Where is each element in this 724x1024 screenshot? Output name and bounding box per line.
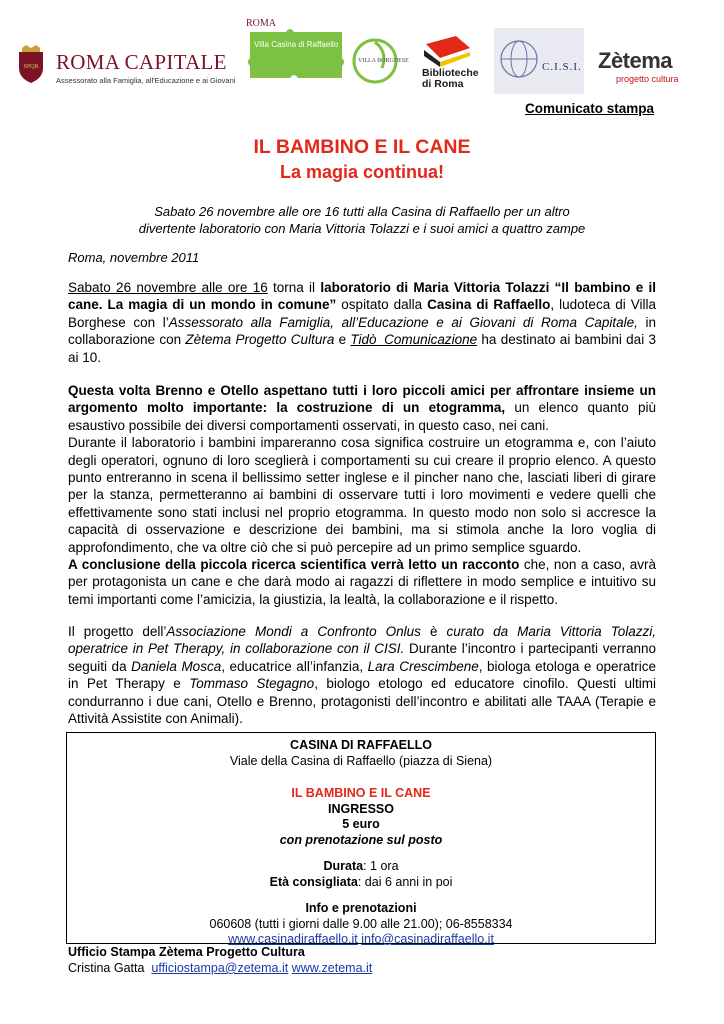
casina-website-link[interactable]: www.casinadiraffaello.it <box>228 932 358 946</box>
cisi-logo <box>494 28 584 94</box>
intro-line-1: Sabato 26 novembre alle ore 16 tutti alla Casina di Raffaello per un altro <box>154 204 570 219</box>
p2-bold: Questa volta Brenno e Otello aspettano tutti i loro piccoli amici per affrontare insieme un argomento molto importante: la costruzione di un etogramma, <box>68 383 656 416</box>
p1-text: torna il <box>267 280 321 295</box>
p4-bold: A conclusione della piccola ricerca scientifica verrà letto un racconto <box>68 557 520 572</box>
roma-capitale-crest-icon <box>16 44 46 84</box>
cisi-logo-text: C.I.S.I. <box>542 61 582 73</box>
p5-text: Il progetto dell’ <box>68 624 167 639</box>
p1-lab-title: laboratorio di Maria Vittoria Tolazzi “Il bambino e il cane. La magia di un mondo in comune” <box>68 280 656 313</box>
durata-value: : 1 ora <box>363 859 399 873</box>
paragraph-5 <box>68 623 656 727</box>
zetema-logo-name: Zètema <box>598 48 673 73</box>
biblioteche-logo <box>416 34 486 98</box>
paragraph-4 <box>68 556 656 608</box>
p1-assessorato: Assessorato alla Famiglia, all’Educazione e ai Giovani di Roma Capitale, <box>168 314 638 330</box>
press-email-link[interactable]: ufficiostampa@zetema.it <box>151 961 289 975</box>
p3-text: Durante il laboratorio i bambini impareranno cosa significa costruire un etogramma e, con l’aiuto degli operatori, ognuno di loro sceglierà i comportamenti su cui creare il proprio elenco. A questo punto entreranno in scena il bellissimo setter inglese e il pincher nano che, lasciati liberi di girare per la stanza, permetteranno ai bambini di osservare tutti i loro movimenti e vedere quelli che effettivamente sono stati inclusi nel proprio etogramma. In questo modo non solo si accresce la capacità di osservazione e descrizione dei bambini, ma si stimola anche la loro voglia di approfondimento, che va oltre ciò che si può percepire ad un primo semplice sguardo. <box>68 435 656 555</box>
paragraph-1 <box>68 279 656 366</box>
event-name: IL BAMBINO E IL CANE <box>291 786 431 800</box>
globe-icon <box>496 34 542 84</box>
paragraph-2 <box>68 382 656 556</box>
info-title: Info e prenotazioni <box>305 901 417 915</box>
p5-text: è <box>420 624 447 639</box>
p5-curator: curato da Maria Vittoria Tolazzi, operatrice in Pet Therapy, in collaborazione con il CISI. <box>68 624 657 657</box>
casina-logo-roma: ROMA <box>246 18 277 29</box>
dateline: Roma, novembre 2011 <box>68 250 200 265</box>
page-subtitle: La magia continua! <box>279 162 445 182</box>
eta-label: Età consigliata <box>269 874 358 889</box>
p1-casina: Casina di Raffaello <box>427 297 551 313</box>
ingresso-label: INGRESSO <box>328 801 394 816</box>
villa-borghese-label: VILLA BORGHESE <box>358 58 409 64</box>
venue-address: Viale della Casina di Raffaello (piazza di Siena) <box>229 753 493 768</box>
p2-text: un elenco quanto più esaustivo possibile dei diversi comportamenti osservati, in questo caso, nei cani. <box>68 400 656 433</box>
venue-name: CASINA DI RAFFAELLO <box>290 738 432 752</box>
durata-row <box>67 859 655 875</box>
phone-numbers: 060608 (tutti i giorni dalle 9.00 alle 21.00); 06-8558334 <box>209 916 513 931</box>
price: 5 euro <box>342 817 380 831</box>
biblioteche-logo-text <box>422 68 479 90</box>
p1-text: ha destinato ai bambini dai 3 ai 10. <box>68 332 656 365</box>
p1-text: , ludoteca di Villa Borghese con l’ <box>68 297 656 330</box>
logo-bar <box>0 14 724 106</box>
press-contact-name: Cristina Gatta <box>68 961 145 975</box>
p1-text: in collaborazione con <box>68 314 656 348</box>
eta-value: : dai 6 anni in poi <box>357 874 453 889</box>
durata-label: Durata <box>323 859 364 873</box>
biblioteche-line1: Biblioteche <box>422 67 479 79</box>
zetema-logo <box>598 48 714 88</box>
p5-text: , biologo etologo ed educatore cinofilo. Questi ultimi condurranno i due cani, Otello e Brenno, protagonisti dell’incontro e abilitati alle TAAA (Terapie e Attività Assistite con Animali). <box>68 676 657 727</box>
p1-date: Sabato 26 novembre alle ore 16 <box>68 280 268 295</box>
p5-text: Durante l’incontro i partecipanti verranno seguiti da <box>68 641 656 674</box>
p4-text: che, non a caso, avrà per protagonista un cane e che darà modo ai ragazzi di riflettere in modo semplice e intuitivo su temi importanti come l’amicizia, la giustizia, la lealtà, la collaborazione e il rispetto. <box>68 557 656 607</box>
p5-text: , educatrice all’infanzia, <box>221 658 368 674</box>
p1-text: e <box>334 332 351 348</box>
biblioteche-line2: di Roma <box>422 78 464 90</box>
casina-raffaello-logo <box>246 18 346 82</box>
svg-text:SPQR: SPQR <box>23 64 39 70</box>
press-office-footer <box>68 944 372 976</box>
p5-person: Tommaso Stegagno <box>189 676 315 692</box>
roma-capitale-logo-name: ROMA CAPITALE <box>56 50 227 74</box>
p1-zetema: Zètema Progetto Cultura <box>185 332 335 348</box>
zetema-logo-sub: progetto cultura <box>616 74 679 84</box>
zetema-website-link[interactable]: www.zetema.it <box>291 961 373 975</box>
press-release-label: Comunicato stampa <box>524 101 654 116</box>
roma-capitale-logo-subtitle: Assessorato alla Famiglia, all'Educazione e ai Giovani <box>56 76 236 85</box>
p1-text: ospitato dalla <box>336 297 428 313</box>
eta-row <box>67 875 655 891</box>
p5-association: Associazione Mondi a Confronto Onlus <box>166 624 421 639</box>
books-icon <box>416 34 476 68</box>
p1-tido: Tidò_Comunicazione <box>350 332 478 348</box>
p5-person: Lara Crescimbene <box>367 658 479 674</box>
event-info-box <box>66 732 656 944</box>
casina-logo-label: Villa Casina di Raffaello <box>254 40 339 49</box>
press-contact-row <box>68 960 372 976</box>
p5-person: Daniela Mosca <box>131 658 222 674</box>
press-office-name: Ufficio Stampa Zètema Progetto Cultura <box>68 945 305 959</box>
p5-text: , biologa etologa e operatrice in Pet Therapy e <box>68 658 656 692</box>
casina-email-link[interactable]: info@casinadiraffaello.it <box>361 932 494 946</box>
page-title: IL BAMBINO E IL CANE <box>253 136 471 158</box>
intro-line-2: divertente laboratorio con Maria Vittoria Tolazzi e i suoi amici a quattro zampe <box>138 220 586 236</box>
intro-text <box>100 204 624 237</box>
booking-note: con prenotazione sul posto <box>279 832 443 847</box>
